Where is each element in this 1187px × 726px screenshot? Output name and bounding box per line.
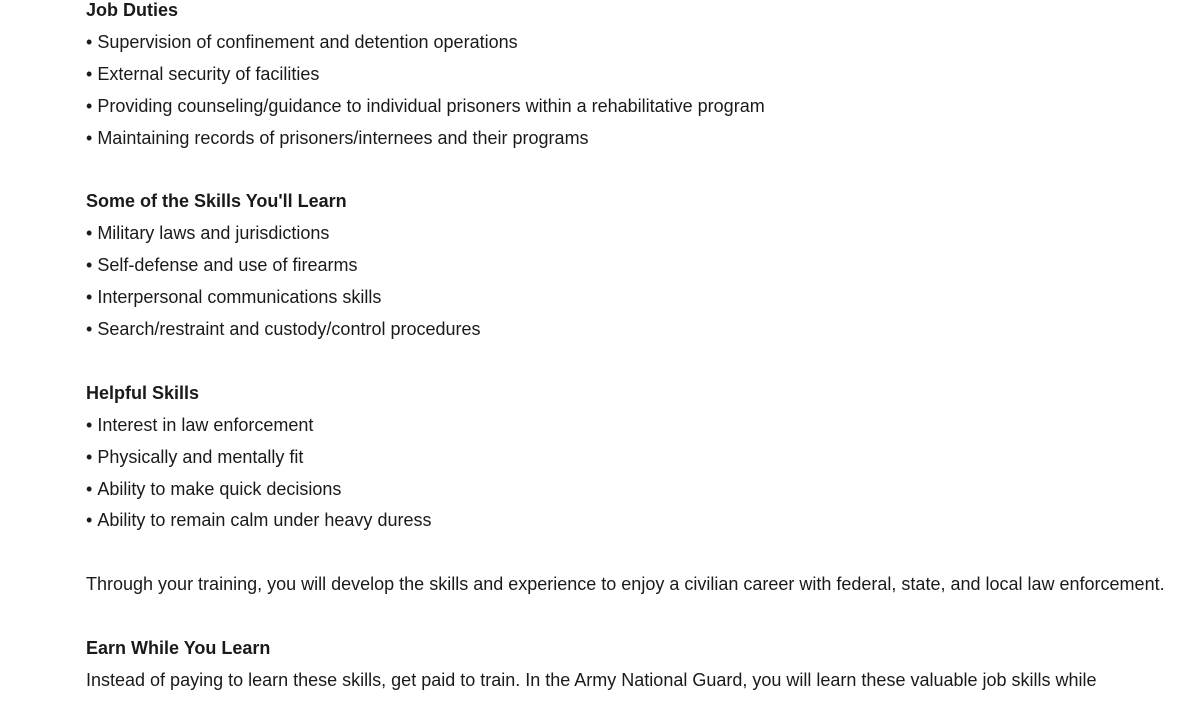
job-duties-list: [86, 27, 1166, 155]
skills-learn-list: [86, 218, 1166, 346]
list-item: • Providing counseling/guidance to individual prisoners within a rehabilitative program: [86, 91, 1166, 123]
job-description-content: [86, 0, 1166, 697]
bullet-icon: [86, 287, 97, 307]
list-item: • Supervision of confinement and detention operations: [86, 27, 1166, 59]
training-paragraph: Through your training, you will develop the skills and experience to enjoy a civilian career with federal, state, and local law enforcement.: [86, 574, 1165, 595]
bullet-icon: [86, 32, 97, 52]
section-heading-skills-learn: Some of the Skills You'll Learn: [86, 191, 347, 212]
bullet-icon: [86, 510, 97, 530]
bullet-icon: [86, 415, 97, 435]
section-spacer: [86, 537, 1166, 569]
section-spacer: [86, 155, 1166, 187]
bullet-icon: [86, 319, 97, 339]
list-item: • Self-defense and use of firearms: [86, 250, 1166, 282]
list-item: • Ability to make quick decisions: [86, 474, 1166, 506]
list-item: • Military laws and jurisdictions: [86, 218, 1166, 250]
bullet-icon: [86, 223, 97, 243]
list-item: • Search/restraint and custody/control procedures: [86, 314, 1166, 346]
section-heading-job-duties: Job Duties: [86, 0, 179, 20]
bullet-icon: [86, 447, 97, 467]
section-spacer: [86, 601, 1166, 633]
bullet-icon: [86, 255, 97, 275]
bullet-icon: [86, 128, 97, 148]
bullet-icon: [86, 96, 97, 116]
earn-paragraph: Instead of paying to learn these skills, get paid to train. In the Army National Guard, you will learn these valuable job skills while: [86, 669, 1097, 690]
list-item: • Ability to remain calm under heavy duress: [86, 505, 1166, 537]
section-heading-earn-while-learn: Earn While You Learn: [86, 638, 271, 659]
list-item: • Maintaining records of prisoners/internees and their programs: [86, 123, 1166, 155]
bullet-icon: [86, 64, 97, 84]
list-item: • External security of facilities: [86, 59, 1166, 91]
list-item: • Interest in law enforcement: [86, 410, 1166, 442]
list-item: • Interpersonal communications skills: [86, 282, 1166, 314]
section-heading-helpful-skills: Helpful Skills: [86, 382, 200, 403]
helpful-skills-list: [86, 410, 1166, 538]
section-spacer: [86, 346, 1166, 378]
list-item: • Physically and mentally fit: [86, 442, 1166, 474]
bullet-icon: [86, 479, 97, 499]
